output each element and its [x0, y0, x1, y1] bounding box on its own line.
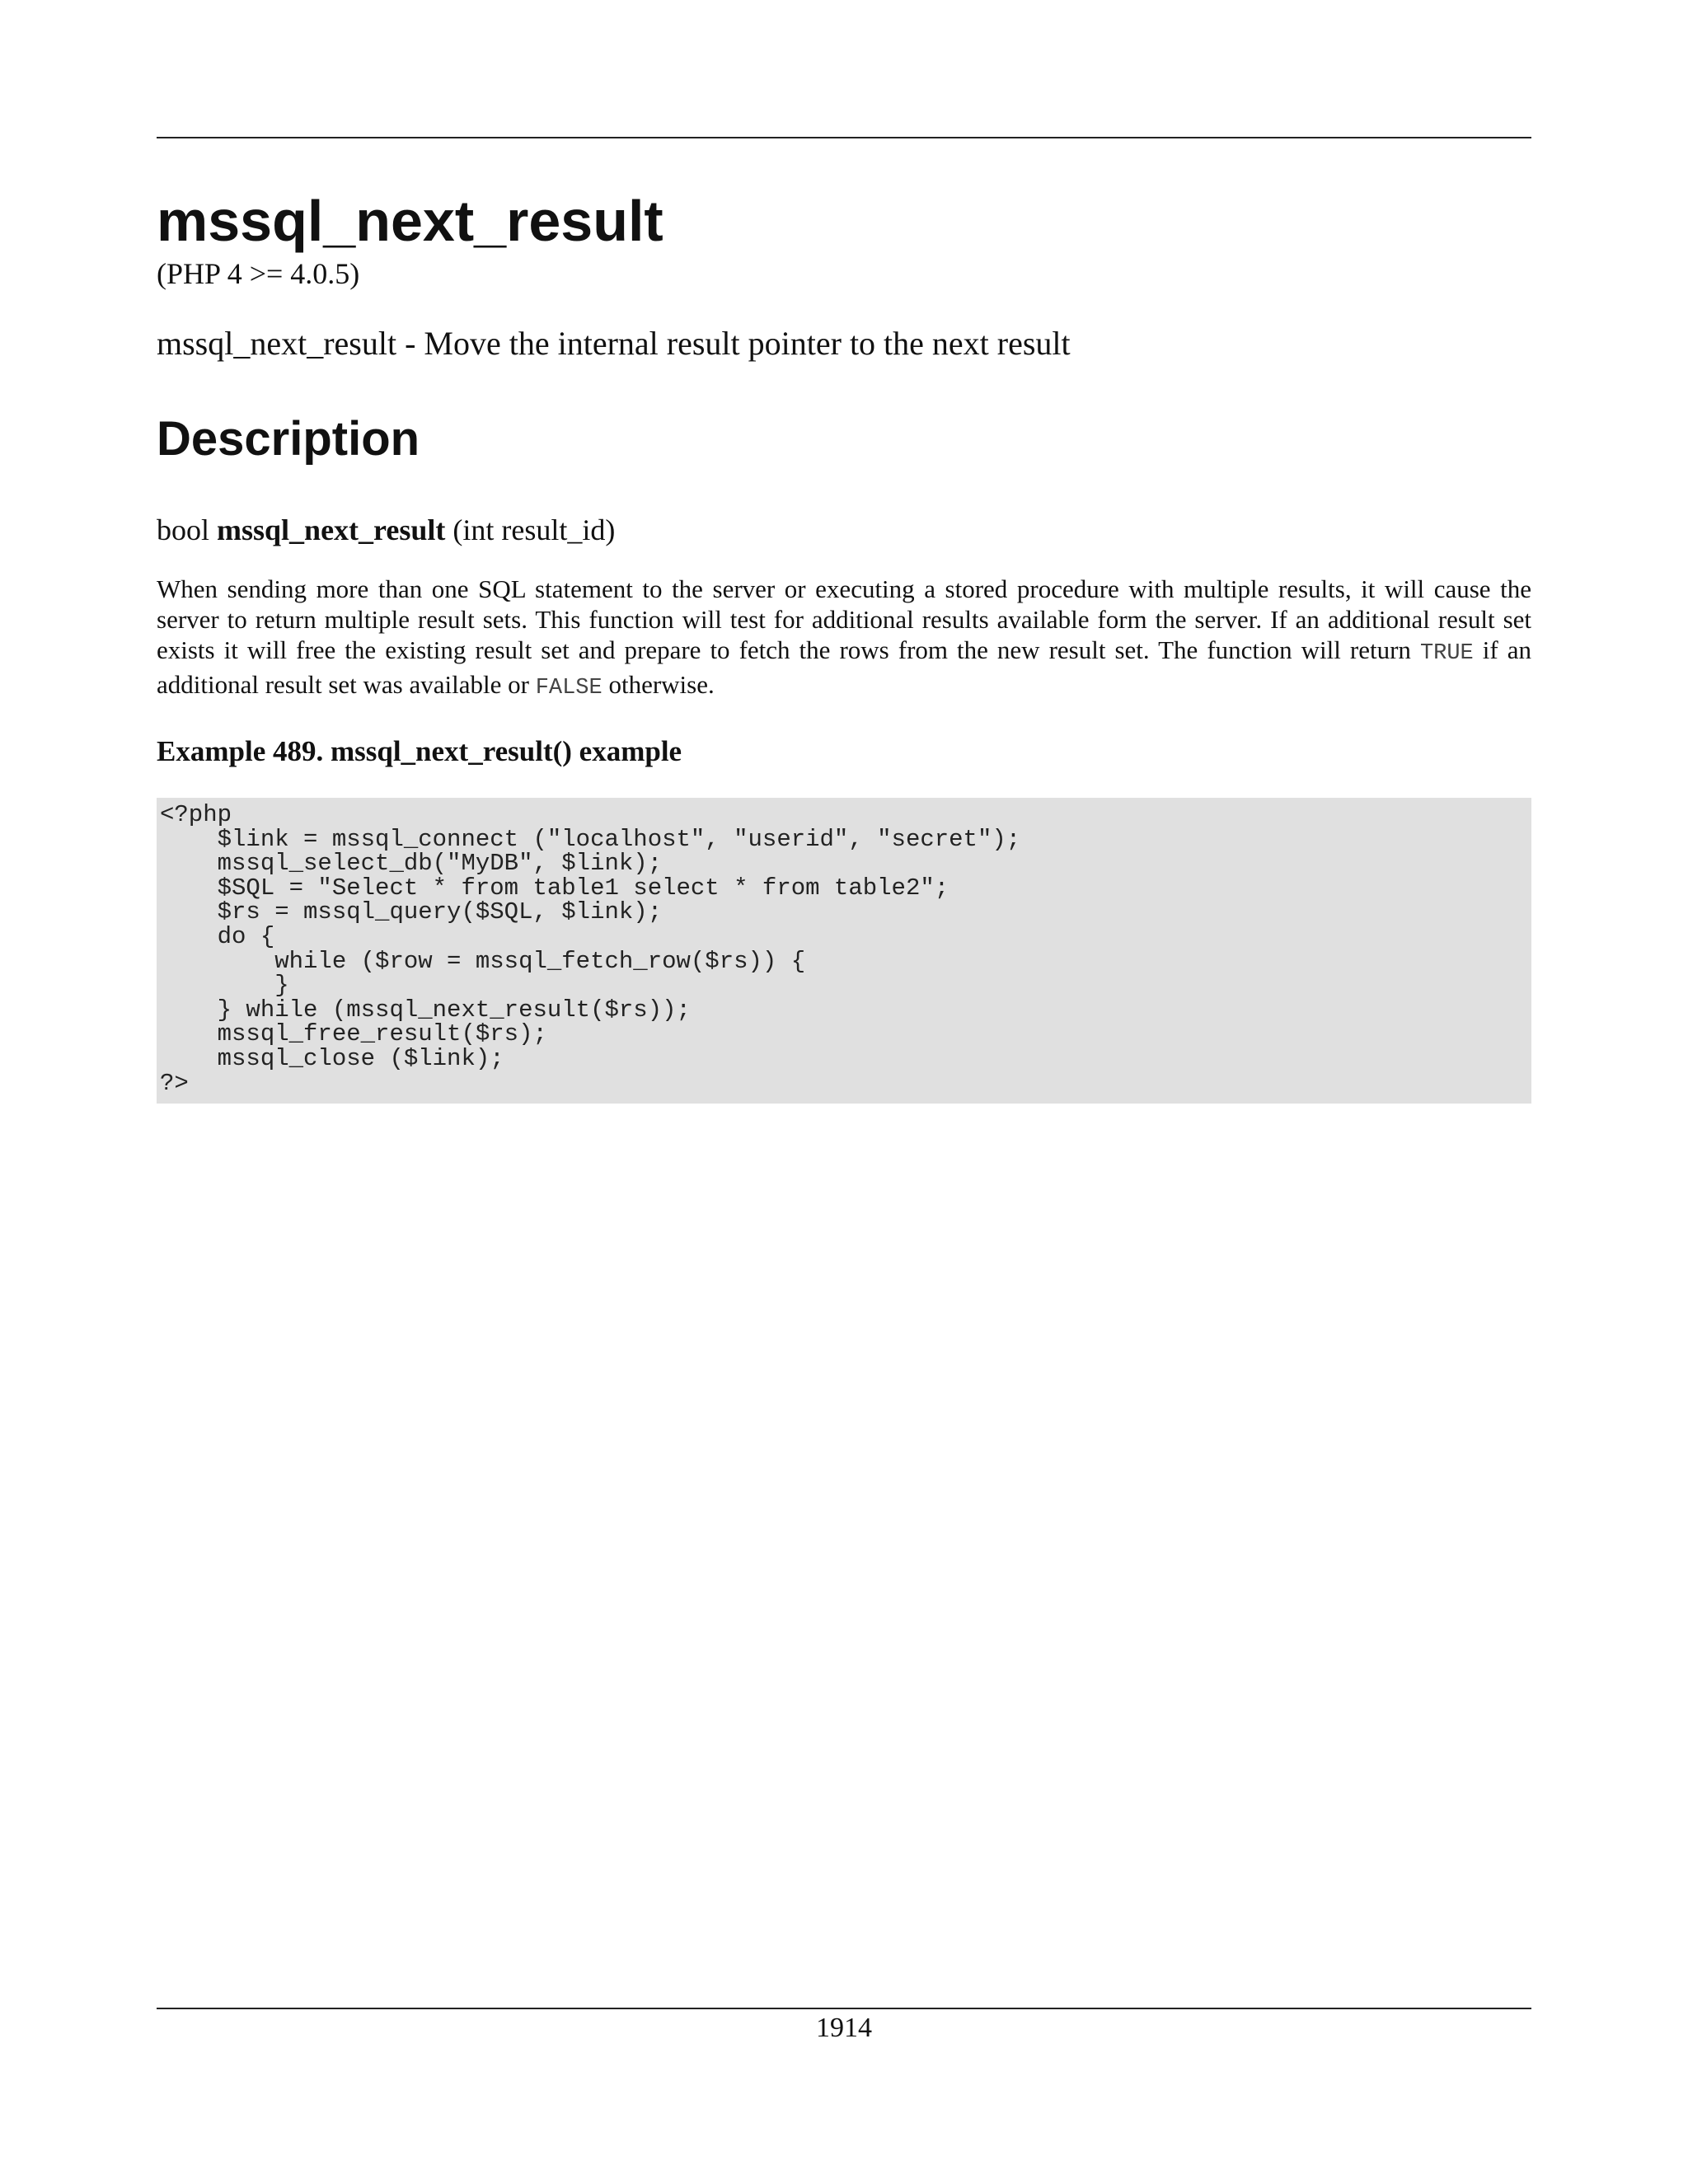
- description-text-middle: if an additional result set was available or: [157, 635, 1531, 699]
- function-params: (int result_id): [452, 513, 616, 546]
- function-synopsis: [157, 511, 1531, 549]
- page-content: [157, 186, 1531, 1104]
- description-text-end: otherwise.: [602, 670, 715, 699]
- description-text-start: When sending more than one SQL statement to the server or executing a stored procedure with multiple results, it will cause the server to return multiple result sets. This function will test for additional results available form the server. If an additional result set exists it will free the existing result set and prepare to fetch the rows from the new result set. The function will return: [157, 574, 1531, 664]
- false-literal: FALSE: [535, 676, 603, 701]
- return-type: bool: [157, 513, 210, 546]
- code-example: <?php $link = mssql_connect ("localhost", "userid", "secret"); mssql_select_db("MyDB", $link); $SQL = "Select * from table1 select * from table2"; $rs = mssql_query($SQL, $link); do { while ($row = mssql_fetch_row($rs)) { } } while (mssql_next_result($rs)); mssql_free_result($rs); mssql_close ($link); ?>: [157, 798, 1531, 1104]
- header-rule: [157, 137, 1531, 138]
- true-literal: TRUE: [1419, 641, 1474, 666]
- ref-purpose: mssql_next_result - Move the internal result pointer to the next result: [157, 325, 1071, 362]
- section-heading-description: Description: [157, 412, 420, 466]
- page-number: 1914: [816, 2013, 872, 2043]
- description-paragraph: [157, 574, 1531, 704]
- function-name: mssql_next_result: [217, 513, 446, 546]
- page-title: mssql_next_result: [157, 189, 663, 253]
- example-title: Example 489. mssql_next_result() example: [157, 735, 682, 767]
- version-info: (PHP 4 >= 4.0.5): [157, 257, 360, 290]
